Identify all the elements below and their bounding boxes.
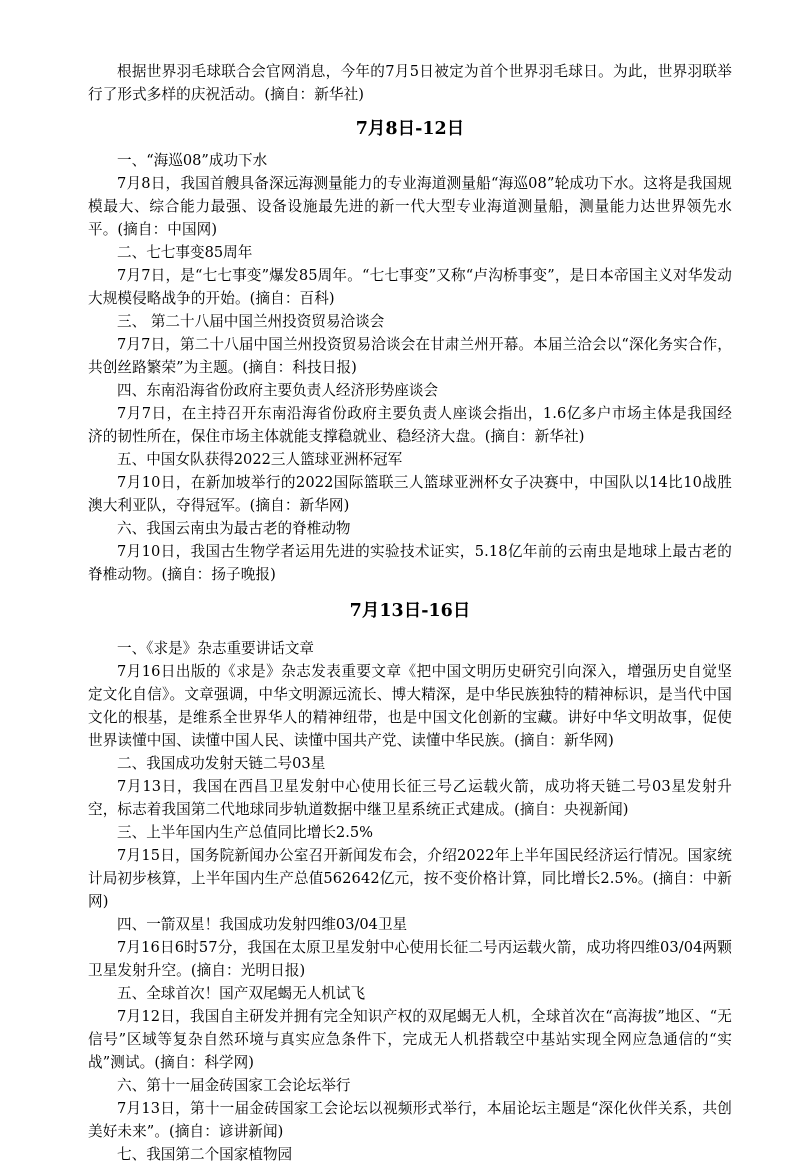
- item-title: 一、“海巡08”成功下水: [117, 152, 268, 169]
- item-body: 7月12日，我国自主研发并拥有完全知识产权的双尾蝎无人机，全球首次在“高海拔”地区、“无信号”区域等复杂自然环境与真实应急条件下，完成无人机搭载空中基站实现全网应急通信的“实战”测试。(摘自：科学网): [88, 1008, 732, 1071]
- item-title: 七、我国第二个国家植物园: [117, 1146, 293, 1163]
- item-title: 三、 第二十八届中国兰州投资贸易洽谈会: [117, 313, 385, 330]
- item-body: 7月7日，是“七七事变”爆发85周年。“七七事变”又称“卢沟桥事变”，是日本帝国主义对华发动大规模侵略战争的开始。(摘自：百科): [88, 267, 732, 307]
- item-body: 7月15日，国务院新闻办公室召开新闻发布会，介绍2022年上半年国民经济运行情况。国家统计局初步核算，上半年国内生产总值562642亿元，按不变价格计算，同比增长2.5%。(摘自：中新网): [88, 847, 732, 910]
- item-title: 一、《求是》杂志重要讲话文章: [117, 640, 315, 657]
- section-heading-2: 7月13日-16日: [349, 601, 471, 621]
- section-1: [88, 149, 732, 586]
- item-title: 四、一箭双星！我国成功发射四维03/04卫星: [117, 916, 408, 933]
- item-title: 二、七七事变85周年: [117, 244, 253, 261]
- item-body: 7月7日，第二十八届中国兰州投资贸易洽谈会在甘肃兰州开幕。本届兰洽会以“深化务实合作，共创丝路繁荣”为主题。(摘自：科技日报): [88, 336, 732, 376]
- item-title: 六、我国云南虫为最古老的脊椎动物: [117, 520, 351, 537]
- item-body: 7月13日，我国在西昌卫星发射中心使用长征三号乙运载火箭，成功将天链二号03星发射升空，标志着我国第二代地球同步轨道数据中继卫星系统正式建成。(摘自：央视新闻): [88, 778, 732, 818]
- intro-paragraph: 根据世界羽毛球联合会官网消息，今年的7月5日被定为首个世界羽毛球日。为此，世界羽联举行了形式多样的庆祝活动。(摘自：新华社): [88, 63, 732, 103]
- item-title: 三、上半年国内生产总值同比增长2.5%: [117, 824, 373, 841]
- item-body: 7月10日，在新加坡举行的2022国际篮联三人篮球亚洲杯女子决赛中，中国队以14比10战胜澳大利亚队，夺得冠军。(摘自：新华网): [88, 474, 732, 514]
- item-body: 7月8日，我国首艘具备深远海测量能力的专业海道测量船“海巡08”轮成功下水。这将是我国规模最大、综合能力最强、设备设施最先进的新一代大型专业海道测量船，测量能力达世界领先水平。(摘自：中国网): [88, 175, 732, 238]
- item-title: 二、我国成功发射天链二号03星: [117, 755, 326, 772]
- item-title: 五、中国女队获得2022三人篮球亚洲杯冠军: [117, 451, 403, 468]
- item-body: 7月10日，我国古生物学者运用先进的实验技术证实，5.18亿年前的云南虫是地球上最古老的脊椎动物。(摘自：扬子晚报): [88, 543, 732, 583]
- section-2: [88, 637, 732, 1166]
- item-title: 六、第十一届金砖国家工会论坛举行: [117, 1077, 351, 1094]
- item-title: 五、全球首次！国产双尾蝎无人机试飞: [117, 985, 366, 1002]
- section-heading-1: 7月8日-12日: [355, 119, 465, 139]
- item-body: 7月16日出版的《求是》杂志发表重要文章《把中国文明历史研究引向深入，增强历史自觉坚定文化自信》。文章强调，中华文明源远流长、博大精深，是中华民族独特的精神标识，是当代中国文化的根基，是维系全世界华人的精神纽带，也是中国文化创新的宝藏。讲好中华文明故事，促使世界读懂中国、读懂中国人民、读懂中国共产党、读懂中华民族。(摘自：新华网): [88, 663, 732, 749]
- item-title: 四、东南沿海省份政府主要负责人经济形势座谈会: [117, 382, 439, 399]
- item-body: 7月13日，第十一届金砖国家工会论坛以视频形式举行，本届论坛主题是“深化伙伴关系，共创美好未来”。(摘自：谚讲新闻): [88, 1100, 732, 1140]
- item-body: 7月7日，在主持召开东南沿海省份政府主要负责人座谈会指出，1.6亿多户市场主体是我国经济的韧性所在，保住市场主体就能支撑稳就业、稳经济大盘。(摘自：新华社): [88, 405, 732, 445]
- item-body: 7月16日6时57分，我国在太原卫星发射中心使用长征二号丙运载火箭，成功将四维03/04两颗卫星发射升空。(摘自：光明日报): [88, 939, 732, 979]
